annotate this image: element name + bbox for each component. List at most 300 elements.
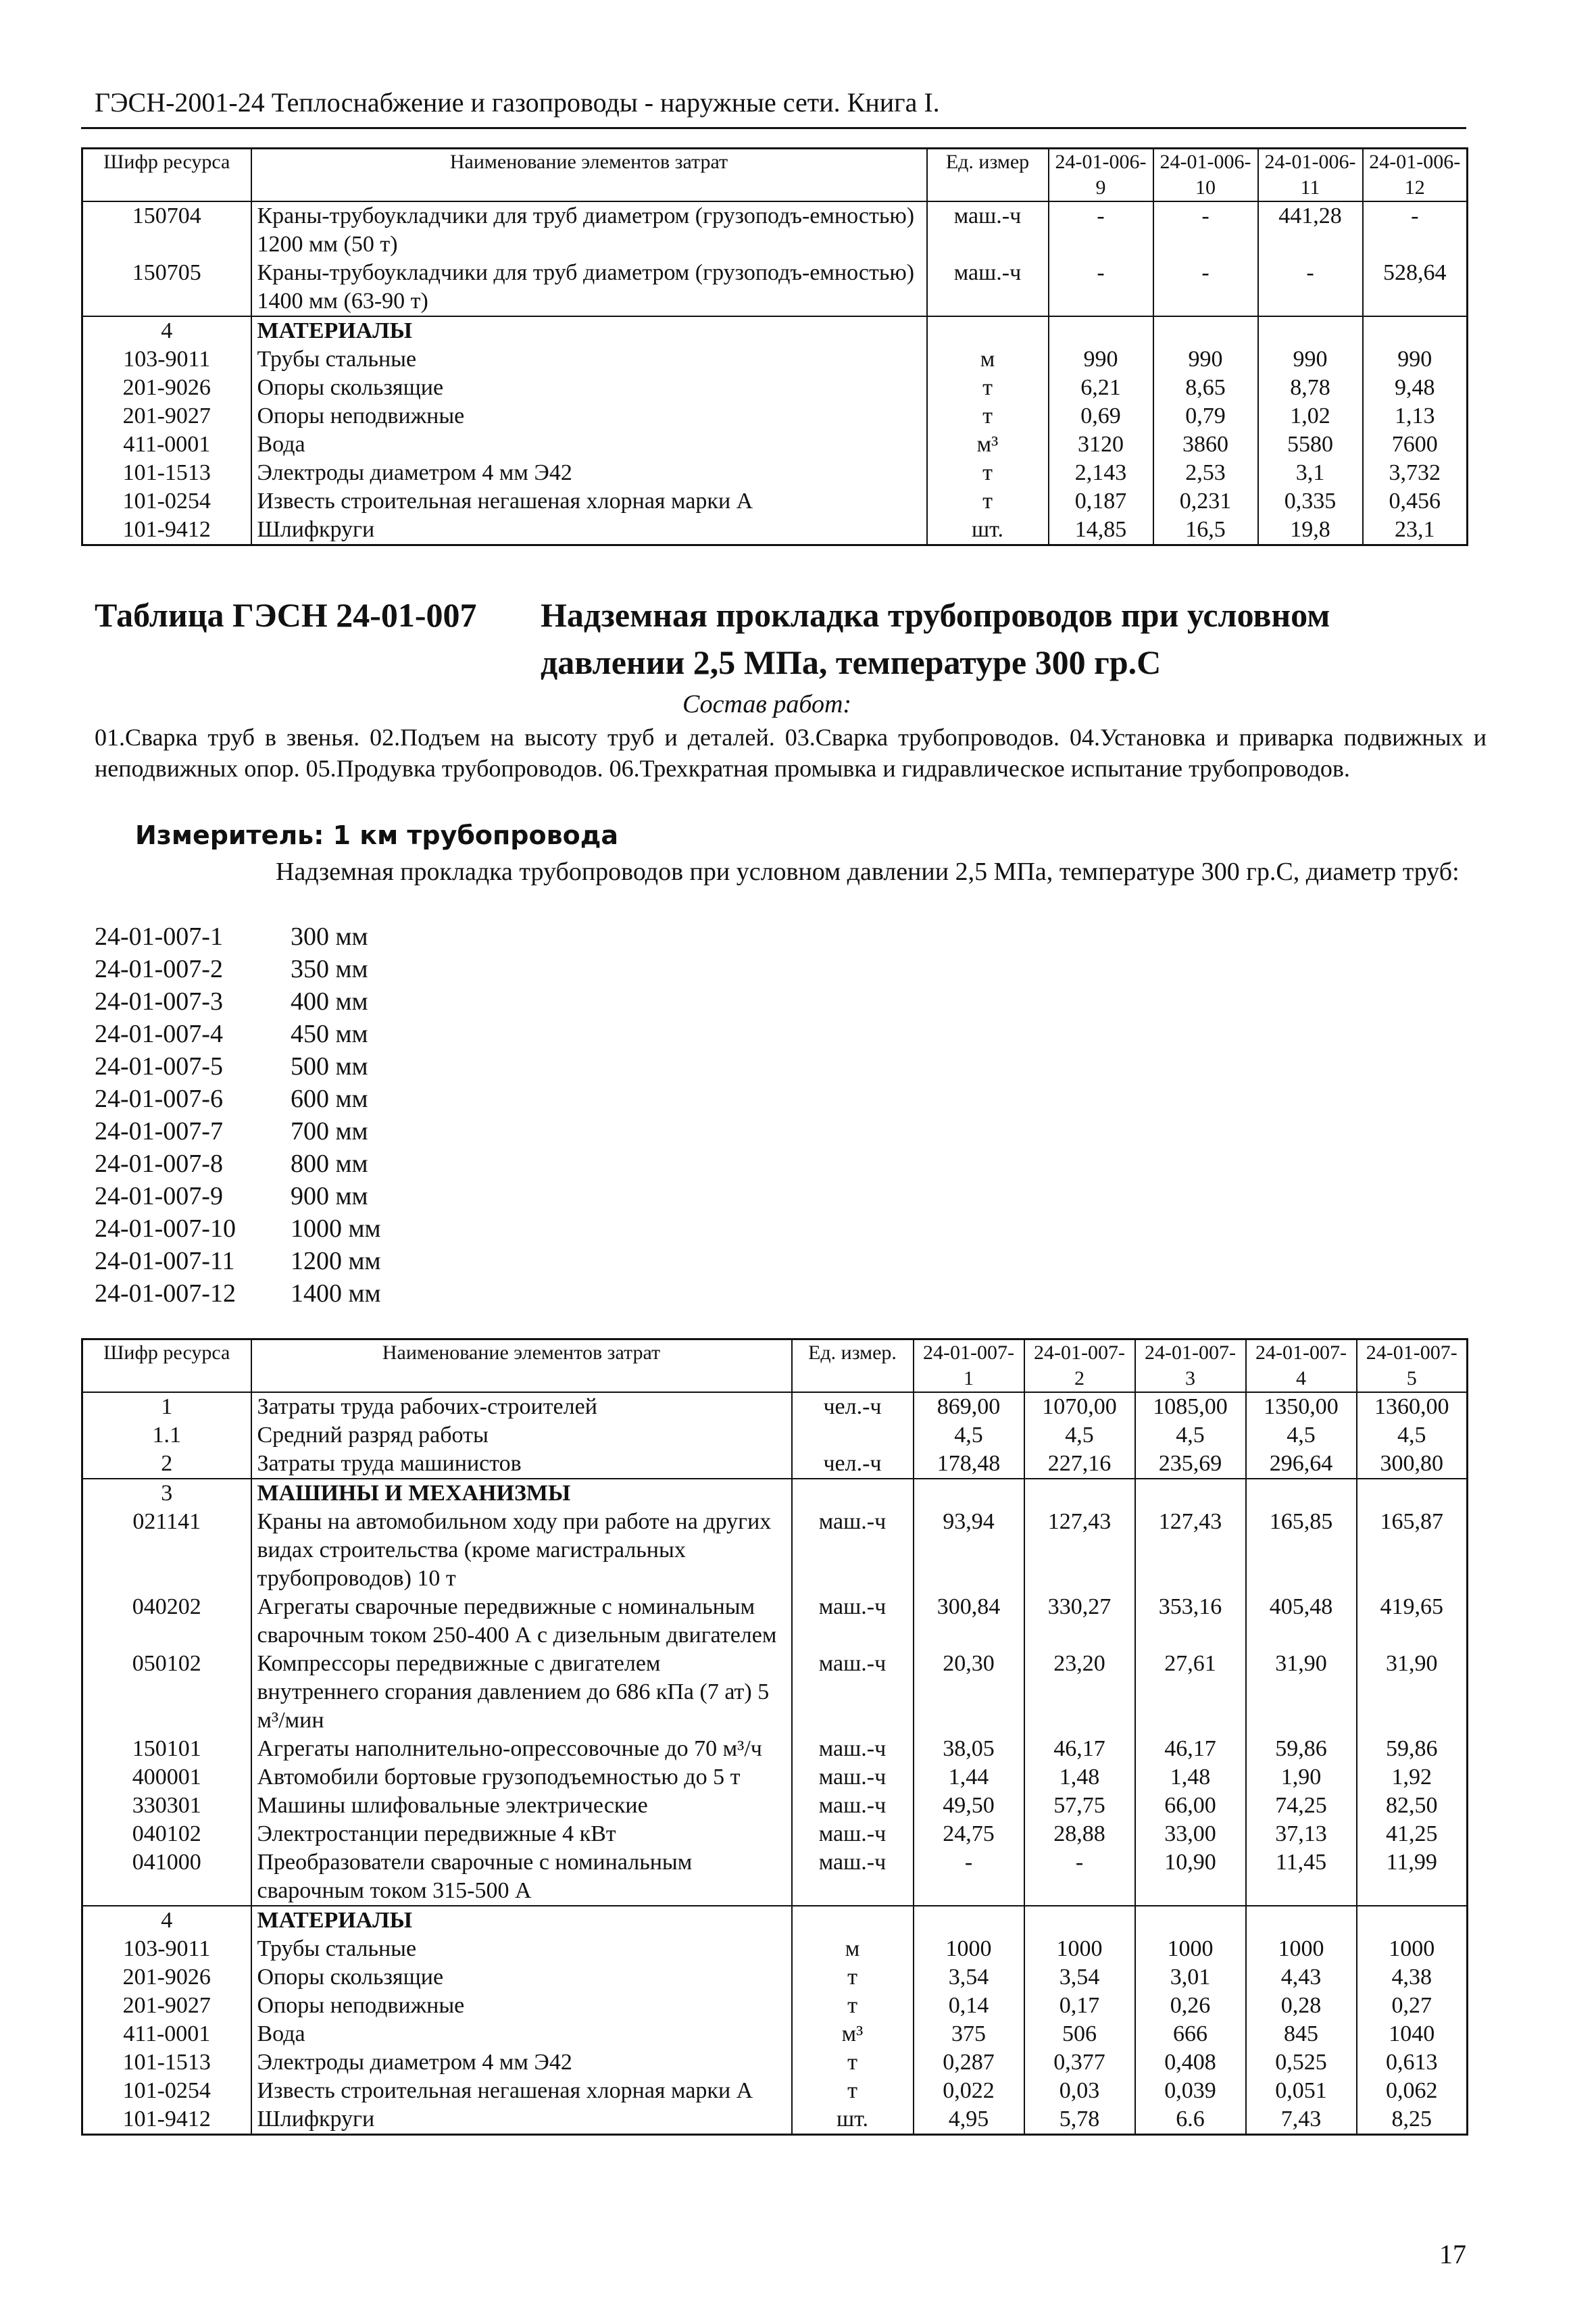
cost-element-name: Краны-трубоукладчики для труб диаметром (грузоподъ-емностью) 1400 мм (63-90 т): [251, 259, 927, 316]
norm-value: 1,48: [1024, 1763, 1135, 1792]
norm-value: -: [1024, 1848, 1135, 1906]
cost-element-name: Компрессоры передвижные с двигателем внутреннего сгорания давлением до 686 кПа (7 ат) 5 м³/мин: [251, 1650, 792, 1735]
variant-code: 24-01-007-1: [95, 922, 223, 951]
cost-element-name: Трубы стальные: [251, 1935, 792, 1963]
norm-value: -: [1049, 259, 1153, 316]
norm-value: -: [914, 1848, 1024, 1906]
variant-row: [95, 1050, 381, 1083]
cost-element-name: Шлифкруги: [251, 2105, 792, 2135]
variant-row: [95, 1083, 381, 1115]
norm-value: 8,65: [1153, 374, 1258, 402]
cost-element-name: Известь строительная негашеная хлорная марки А: [251, 2077, 792, 2105]
column-header: 24-01-006-11: [1258, 149, 1363, 202]
norm-value: 1000: [1246, 1935, 1357, 1963]
norm-value: 0,26: [1135, 1992, 1246, 2020]
unit: [792, 1479, 914, 1508]
cost-element-name: Автомобили бортовые грузоподъемностью до 5 т: [251, 1763, 792, 1792]
variant-row: [95, 985, 381, 1018]
unit: маш.-ч: [792, 1508, 914, 1593]
variants-intro: Надземная прокладка трубопроводов при условном давлении 2,5 МПа, температуре 300 гр.С, диаметр труб:: [276, 858, 1460, 886]
norm-value: [1363, 316, 1468, 345]
norm-value: 4,5: [1357, 1421, 1468, 1450]
norm-value: 441,28: [1258, 201, 1363, 259]
norm-value: [1258, 316, 1363, 345]
norm-value: 405,48: [1246, 1593, 1357, 1650]
norm-value: 10,90: [1135, 1848, 1246, 1906]
column-header: Шифр ресурса: [82, 1339, 251, 1393]
header-rule: [81, 127, 1466, 129]
norm-value: -: [1153, 259, 1258, 316]
column-header: 24-01-007-2: [1024, 1339, 1135, 1393]
variant-diameter: 450 мм: [291, 1020, 368, 1048]
norm-value: 3,01: [1135, 1963, 1246, 1992]
variant-diameter: 800 мм: [291, 1150, 368, 1178]
unit: т: [927, 459, 1049, 487]
norm-value: 6,21: [1049, 374, 1153, 402]
section-row: [82, 1479, 1468, 1508]
unit: маш.-ч: [792, 1763, 914, 1792]
norm-value: 24,75: [914, 1820, 1024, 1848]
norm-value: 0,613: [1357, 2048, 1468, 2077]
norm-value: -: [1049, 201, 1153, 259]
table-label: Таблица ГЭСН 24-01-007: [95, 596, 477, 634]
variant-diameter: 500 мм: [291, 1052, 368, 1081]
norm-value: -: [1153, 201, 1258, 259]
resource-code: 150705: [82, 259, 251, 316]
column-header: Наименование элементов затрат: [251, 1339, 792, 1393]
resource-code: 103-9011: [82, 1935, 251, 1963]
norm-value: 165,87: [1357, 1508, 1468, 1593]
table-row: [82, 1593, 1468, 1650]
variant-code: 24-01-007-8: [95, 1150, 223, 1178]
variant-row: [95, 1180, 381, 1212]
norm-value: 1085,00: [1135, 1392, 1246, 1421]
variant-diameter: 1200 мм: [291, 1247, 381, 1275]
unit: маш.-ч: [792, 1735, 914, 1763]
unit: маш.-ч: [792, 1848, 914, 1906]
norm-value: 37,13: [1246, 1820, 1357, 1848]
norm-value: 375: [914, 2020, 1024, 2048]
norm-value: 7,43: [1246, 2105, 1357, 2135]
norm-value: 0,062: [1357, 2077, 1468, 2105]
cost-element-name: Опоры скользящие: [251, 374, 927, 402]
norm-value: [1135, 1479, 1246, 1508]
cost-element-name: Средний разряд работы: [251, 1421, 792, 1450]
norm-value: 0,231: [1153, 487, 1258, 516]
norm-value: [1153, 316, 1258, 345]
norm-value: 1360,00: [1357, 1392, 1468, 1421]
resource-code: 4: [82, 1906, 251, 1935]
norm-value: 0,456: [1363, 487, 1468, 516]
table-row: [82, 1963, 1468, 1992]
norm-value: 227,16: [1024, 1450, 1135, 1479]
variant-diameter: 1000 мм: [291, 1214, 381, 1243]
norm-value: 127,43: [1024, 1508, 1135, 1593]
resource-code: 150704: [82, 201, 251, 259]
norm-value: 57,75: [1024, 1792, 1135, 1820]
norm-value: 74,25: [1246, 1792, 1357, 1820]
norm-value: [1246, 1479, 1357, 1508]
norm-value: 0,28: [1246, 1992, 1357, 2020]
norm-value: 5,78: [1024, 2105, 1135, 2135]
column-header: 24-01-006-9: [1049, 149, 1153, 202]
cost-element-name: Опоры скользящие: [251, 1963, 792, 1992]
table-title-line-1: Надземная прокладка трубопроводов при условном: [541, 596, 1330, 634]
norm-value: -: [1363, 201, 1468, 259]
variant-code: 24-01-007-7: [95, 1117, 223, 1146]
cost-element-name: Преобразователи сварочные с номинальным сварочным током 315-500 А: [251, 1848, 792, 1906]
variant-diameter: 900 мм: [291, 1182, 368, 1210]
norm-value: 4,43: [1246, 1963, 1357, 1992]
norm-value: 178,48: [914, 1450, 1024, 1479]
norm-value: 5580: [1258, 430, 1363, 459]
norm-value: 7600: [1363, 430, 1468, 459]
variant-code: 24-01-007-12: [95, 1279, 236, 1308]
variant-row: [95, 1277, 381, 1310]
running-header: ГЭСН-2001-24 Теплоснабжение и газопроводы - наружные сети. Книга I.: [95, 87, 940, 118]
resource-code: 4: [82, 316, 251, 345]
variant-diameter: 600 мм: [291, 1085, 368, 1113]
resource-code: 101-1513: [82, 459, 251, 487]
resource-code: 411-0001: [82, 430, 251, 459]
column-header: Шифр ресурса: [82, 149, 251, 202]
norm-value: 28,88: [1024, 1820, 1135, 1848]
norm-value: [914, 1906, 1024, 1935]
norm-value: 0,79: [1153, 402, 1258, 430]
resource-table-2: [81, 1338, 1468, 2136]
unit: т: [927, 487, 1049, 516]
table-row: [82, 430, 1468, 459]
norm-value: 506: [1024, 2020, 1135, 2048]
norm-value: 8,78: [1258, 374, 1363, 402]
norm-value: 3,1: [1258, 459, 1363, 487]
norm-value: 59,86: [1246, 1735, 1357, 1763]
table-row: [82, 487, 1468, 516]
norm-value: 20,30: [914, 1650, 1024, 1735]
norm-value: 353,16: [1135, 1593, 1246, 1650]
variant-row: [95, 1212, 381, 1245]
resource-code: 3: [82, 1479, 251, 1508]
resource-code: 101-9412: [82, 2105, 251, 2135]
variant-code: 24-01-007-5: [95, 1052, 223, 1081]
table-row: [82, 1792, 1468, 1820]
norm-value: 46,17: [1024, 1735, 1135, 1763]
norm-value: 4,5: [914, 1421, 1024, 1450]
unit: маш.-ч: [792, 1792, 914, 1820]
norm-value: 1070,00: [1024, 1392, 1135, 1421]
page-number: 17: [1439, 2239, 1466, 2269]
column-header: 24-01-006-10: [1153, 149, 1258, 202]
norm-value: [1357, 1906, 1468, 1935]
norm-value: 38,05: [914, 1735, 1024, 1763]
norm-value: 4,5: [1024, 1421, 1135, 1450]
cost-element-name: Электроды диаметром 4 мм Э42: [251, 2048, 792, 2077]
norm-value: 127,43: [1135, 1508, 1246, 1593]
norm-value: 1,02: [1258, 402, 1363, 430]
norm-value: 33,00: [1135, 1820, 1246, 1848]
norm-value: 0,03: [1024, 2077, 1135, 2105]
column-header: 24-01-007-1: [914, 1339, 1024, 1393]
norm-value: 11,99: [1357, 1848, 1468, 1906]
cost-element-name: Краны на автомобильном ходу при работе на других видах строительства (кроме магистральных трубопроводов) 10 т: [251, 1508, 792, 1593]
norm-value: 4,95: [914, 2105, 1024, 2135]
variant-row: [95, 1148, 381, 1180]
table-row: [82, 2048, 1468, 2077]
norm-value: 66,00: [1135, 1792, 1246, 1820]
norm-value: 0,039: [1135, 2077, 1246, 2105]
resource-code: 1.1: [82, 1421, 251, 1450]
table-row: [82, 1450, 1468, 1479]
norm-value: 0,14: [914, 1992, 1024, 2020]
norm-value: [914, 1479, 1024, 1508]
variant-code: 24-01-007-3: [95, 987, 223, 1016]
works-description: 01.Сварка труб в звенья. 02.Подъем на высоту труб и деталей. 03.Сварка трубопроводов. 04.Установка и приварка подвижных и неподвижных опор. 05.Продувка трубопроводов. 06.Трехкратная промывка и гидравлическое испытание трубопроводов.: [95, 724, 1487, 782]
norm-value: 3,54: [1024, 1963, 1135, 1992]
cost-element-name: Затраты труда рабочих-строителей: [251, 1392, 792, 1421]
table-row: [82, 2105, 1468, 2135]
cost-element-name: Электроды диаметром 4 мм Э42: [251, 459, 927, 487]
norm-value: 300,84: [914, 1593, 1024, 1650]
norm-value: [1024, 1906, 1135, 1935]
meter-unit: Измеритель: 1 км трубопровода: [135, 820, 619, 850]
resource-code: 040202: [82, 1593, 251, 1650]
norm-value: 165,85: [1246, 1508, 1357, 1593]
unit: м: [792, 1935, 914, 1963]
unit: маш.-ч: [792, 1650, 914, 1735]
cost-element-name: Машины шлифовальные электрические: [251, 1792, 792, 1820]
cost-element-name: Агрегаты наполнительно-опрессовочные до 70 м³/ч: [251, 1735, 792, 1763]
section-row: [82, 316, 1468, 345]
table-row: [82, 459, 1468, 487]
unit: м³: [927, 430, 1049, 459]
norm-value: 3,54: [914, 1963, 1024, 1992]
norm-value: 59,86: [1357, 1735, 1468, 1763]
column-header: 24-01-006-12: [1363, 149, 1468, 202]
resource-code: 041000: [82, 1848, 251, 1906]
section-heading: МАТЕРИАЛЫ: [251, 1906, 792, 1935]
norm-value: 31,90: [1246, 1650, 1357, 1735]
variant-row: [95, 953, 381, 985]
variant-diameter: 400 мм: [291, 987, 368, 1016]
section-row: [82, 1906, 1468, 1935]
resource-code: 400001: [82, 1763, 251, 1792]
norm-value: 23,1: [1363, 516, 1468, 545]
unit: чел.-ч: [792, 1392, 914, 1421]
norm-value: 0,051: [1246, 2077, 1357, 2105]
section-heading: МАТЕРИАЛЫ: [251, 316, 927, 345]
variant-code: 24-01-007-9: [95, 1182, 223, 1210]
table-row: [82, 1735, 1468, 1763]
unit: шт.: [927, 516, 1049, 545]
column-header: Ед. измер.: [792, 1339, 914, 1393]
norm-value: 41,25: [1357, 1820, 1468, 1848]
resource-code: 101-9412: [82, 516, 251, 545]
norm-value: 27,61: [1135, 1650, 1246, 1735]
norm-value: 23,20: [1024, 1650, 1135, 1735]
cost-element-name: Агрегаты сварочные передвижные с номинальным сварочным током 250-400 А с дизельным двигателем: [251, 1593, 792, 1650]
table-row: [82, 1820, 1468, 1848]
unit: т: [927, 402, 1049, 430]
resource-code: 201-9027: [82, 1992, 251, 2020]
norm-value: 528,64: [1363, 259, 1468, 316]
norm-value: 0,335: [1258, 487, 1363, 516]
norm-value: [1049, 316, 1153, 345]
norm-value: 4,38: [1357, 1963, 1468, 1992]
norm-value: 0,408: [1135, 2048, 1246, 2077]
norm-value: 1040: [1357, 2020, 1468, 2048]
norm-value: 19,8: [1258, 516, 1363, 545]
variant-row: [95, 920, 381, 953]
norm-value: 330,27: [1024, 1593, 1135, 1650]
table-row: [82, 1992, 1468, 2020]
norm-value: 3,732: [1363, 459, 1468, 487]
norm-value: 1000: [1135, 1935, 1246, 1963]
table-row: [82, 201, 1468, 259]
variant-row: [95, 1245, 381, 1277]
resource-code: 411-0001: [82, 2020, 251, 2048]
variant-row: [95, 1018, 381, 1050]
norm-value: 1,48: [1135, 1763, 1246, 1792]
unit: маш.-ч: [792, 1593, 914, 1650]
norm-value: 4,5: [1135, 1421, 1246, 1450]
cost-element-name: Трубы стальные: [251, 345, 927, 374]
resource-code: 201-9026: [82, 1963, 251, 1992]
resource-code: 101-0254: [82, 487, 251, 516]
norm-value: 990: [1153, 345, 1258, 374]
unit: [792, 1421, 914, 1450]
norm-value: 82,50: [1357, 1792, 1468, 1820]
unit: т: [792, 1992, 914, 2020]
norm-value: [1246, 1906, 1357, 1935]
norm-value: [1357, 1479, 1468, 1508]
variant-diameter: 300 мм: [291, 922, 368, 951]
norm-value: 9,48: [1363, 374, 1468, 402]
norm-value: [1135, 1906, 1246, 1935]
norm-value: 990: [1363, 345, 1468, 374]
norm-value: 3860: [1153, 430, 1258, 459]
unit: чел.-ч: [792, 1450, 914, 1479]
norm-value: 3120: [1049, 430, 1153, 459]
unit: [927, 316, 1049, 345]
resource-code: 103-9011: [82, 345, 251, 374]
cost-element-name: Шлифкруги: [251, 516, 927, 545]
resource-code: 101-1513: [82, 2048, 251, 2077]
norm-value: 990: [1258, 345, 1363, 374]
cost-element-name: Опоры неподвижные: [251, 1992, 792, 2020]
norm-value: 2,53: [1153, 459, 1258, 487]
norm-value: 1,44: [914, 1763, 1024, 1792]
cost-element-name: Опоры неподвижные: [251, 402, 927, 430]
variant-code: 24-01-007-10: [95, 1214, 236, 1243]
norm-value: 1350,00: [1246, 1392, 1357, 1421]
norm-value: 869,00: [914, 1392, 1024, 1421]
cost-element-name: Вода: [251, 430, 927, 459]
table-row: [82, 345, 1468, 374]
norm-value: 8,25: [1357, 2105, 1468, 2135]
table-row: [82, 2077, 1468, 2105]
composition-heading: Состав работ:: [682, 690, 852, 718]
table-row: [82, 1392, 1468, 1421]
norm-value: 49,50: [914, 1792, 1024, 1820]
resource-table-1: [81, 147, 1468, 546]
norm-value: 0,69: [1049, 402, 1153, 430]
variant-diameter: 1400 мм: [291, 1279, 381, 1308]
norm-value: 0,377: [1024, 2048, 1135, 2077]
norm-value: 0,525: [1246, 2048, 1357, 2077]
norm-value: 0,27: [1357, 1992, 1468, 2020]
variant-code: 24-01-007-2: [95, 955, 223, 983]
norm-value: 16,5: [1153, 516, 1258, 545]
resource-code: 1: [82, 1392, 251, 1421]
norm-value: 1000: [1357, 1935, 1468, 1963]
unit: м³: [792, 2020, 914, 2048]
column-header: 24-01-007-4: [1246, 1339, 1357, 1393]
norm-value: 4,5: [1246, 1421, 1357, 1450]
unit: [792, 1906, 914, 1935]
table-row: [82, 259, 1468, 316]
resource-code: 040102: [82, 1820, 251, 1848]
table-row: [82, 1763, 1468, 1792]
table-row: [82, 1650, 1468, 1735]
resource-code: 150101: [82, 1735, 251, 1763]
variant-diameter: 700 мм: [291, 1117, 368, 1146]
resource-code: 201-9027: [82, 402, 251, 430]
norm-value: 300,80: [1357, 1450, 1468, 1479]
column-header: 24-01-007-3: [1135, 1339, 1246, 1393]
norm-value: 1,90: [1246, 1763, 1357, 1792]
unit: т: [927, 374, 1049, 402]
unit: т: [792, 2048, 914, 2077]
variant-list: [95, 920, 381, 1310]
norm-value: 0,17: [1024, 1992, 1135, 2020]
norm-value: 0,022: [914, 2077, 1024, 2105]
unit: м: [927, 345, 1049, 374]
column-header: 24-01-007-5: [1357, 1339, 1468, 1393]
unit: шт.: [792, 2105, 914, 2135]
norm-value: 46,17: [1135, 1735, 1246, 1763]
norm-value: 11,45: [1246, 1848, 1357, 1906]
cost-element-name: Электростанции передвижные 4 кВт: [251, 1820, 792, 1848]
table-row: [82, 374, 1468, 402]
norm-value: 14,85: [1049, 516, 1153, 545]
norm-value: 93,94: [914, 1508, 1024, 1593]
unit: маш.-ч: [927, 259, 1049, 316]
unit: т: [792, 2077, 914, 2105]
resource-code: 101-0254: [82, 2077, 251, 2105]
norm-value: 1,92: [1357, 1763, 1468, 1792]
cost-element-name: Затраты труда машинистов: [251, 1450, 792, 1479]
cost-element-name: Краны-трубоукладчики для труб диаметром (грузоподъ-емностью) 1200 мм (50 т): [251, 201, 927, 259]
variant-diameter: 350 мм: [291, 955, 368, 983]
section-heading: МАШИНЫ И МЕХАНИЗМЫ: [251, 1479, 792, 1508]
table-row: [82, 1935, 1468, 1963]
norm-value: -: [1258, 259, 1363, 316]
norm-value: 1,13: [1363, 402, 1468, 430]
norm-value: 0,287: [914, 2048, 1024, 2077]
table-row: [82, 2020, 1468, 2048]
variant-code: 24-01-007-6: [95, 1085, 223, 1113]
cost-element-name: Известь строительная негашеная хлорная марки А: [251, 487, 927, 516]
unit: маш.-ч: [927, 201, 1049, 259]
column-header: Ед. измер: [927, 149, 1049, 202]
resource-code: 201-9026: [82, 374, 251, 402]
norm-value: 31,90: [1357, 1650, 1468, 1735]
norm-value: 666: [1135, 2020, 1246, 2048]
norm-value: 1000: [914, 1935, 1024, 1963]
table-row: [82, 1421, 1468, 1450]
norm-value: 296,64: [1246, 1450, 1357, 1479]
norm-value: 235,69: [1135, 1450, 1246, 1479]
